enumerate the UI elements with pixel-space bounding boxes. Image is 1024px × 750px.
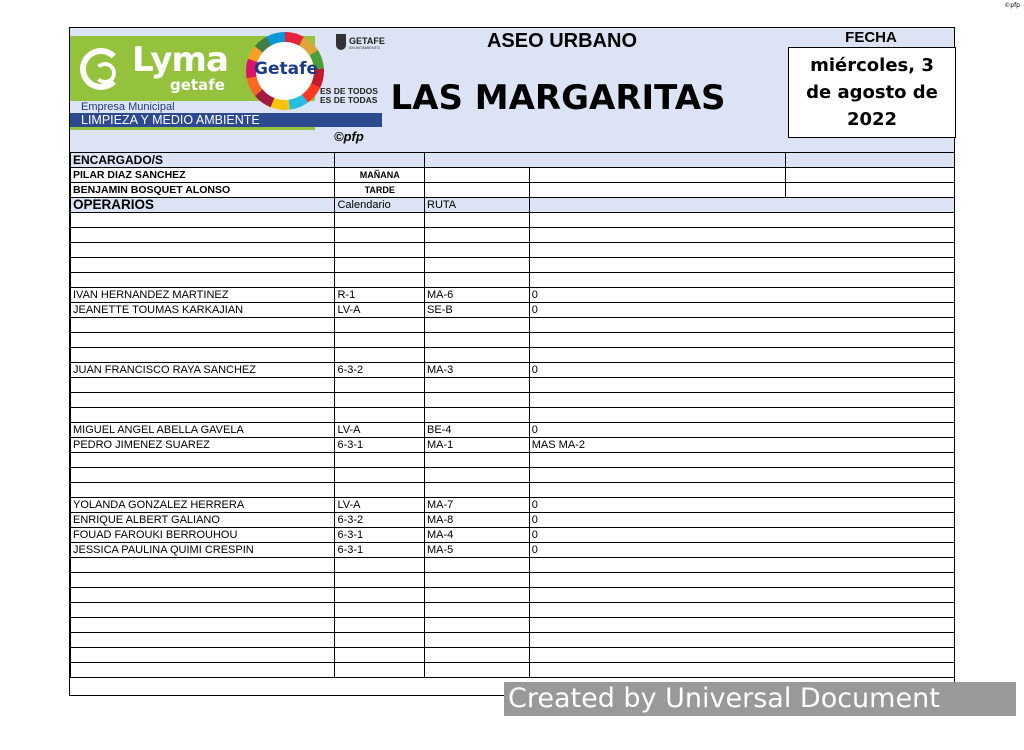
zone-title: LAS MARGARITAS (390, 78, 726, 118)
escudo-title: GETAFE (349, 36, 385, 46)
operario-observacion (529, 588, 954, 603)
operario-name (71, 633, 335, 648)
operario-name (71, 213, 335, 228)
operario-calendario (335, 228, 425, 243)
operario-observacion (529, 273, 954, 288)
operario-row (71, 348, 955, 363)
operario-row (71, 603, 955, 618)
operario-calendario: LV-A (335, 498, 425, 513)
operario-ruta: MA-5 (425, 543, 530, 558)
operario-row (71, 318, 955, 333)
operario-observacion (529, 468, 954, 483)
operario-ruta (425, 468, 530, 483)
operario-ruta (425, 648, 530, 663)
operario-calendario (335, 558, 425, 573)
encargado-name: BENJAMIN BOSQUET ALONSO (71, 183, 335, 198)
operario-name (71, 618, 335, 633)
operario-observacion (529, 243, 954, 258)
operario-row (71, 468, 955, 483)
operario-observacion (529, 408, 954, 423)
copyright-label: ©pfp (334, 129, 364, 144)
operario-ruta (425, 258, 530, 273)
operario-observacion: MAS MA-2 (529, 438, 954, 453)
limpieza-banner: LIMPIEZA Y MEDIO AMBIENTE (70, 113, 382, 127)
operario-row (71, 513, 955, 528)
empresa-label: Empresa Municipal (70, 101, 315, 114)
operario-calendario: 6-3-1 (335, 528, 425, 543)
operario-row (71, 288, 955, 303)
operario-name (71, 663, 335, 678)
operario-name (71, 558, 335, 573)
operario-ruta: MA-3 (425, 363, 530, 378)
operario-observacion (529, 333, 954, 348)
operario-observacion: 0 (529, 303, 954, 318)
operario-name: JUAN FRANCISCO RAYA SANCHEZ (71, 363, 335, 378)
operario-observacion (529, 348, 954, 363)
operario-observacion (529, 558, 954, 573)
getafe-wordmark: Getafe (253, 59, 318, 79)
operario-ruta (425, 453, 530, 468)
operario-row (71, 588, 955, 603)
operario-row (71, 483, 955, 498)
operario-name: ENRIQUE ALBERT GALIANO (71, 513, 335, 528)
operario-name (71, 393, 335, 408)
operario-observacion (529, 483, 954, 498)
operario-ruta (425, 663, 530, 678)
slogan-line-2: ES DE TODAS (320, 95, 378, 105)
operario-row (71, 633, 955, 648)
operario-name (71, 483, 335, 498)
operario-row (71, 243, 955, 258)
operario-ruta (425, 633, 530, 648)
escudo-subtitle: AYUNTAMIENTO (349, 45, 381, 50)
operario-calendario (335, 333, 425, 348)
operario-name: IVAN HERNANDEZ MARTINEZ (71, 288, 335, 303)
converter-watermark: Created by Universal Document Converter (504, 682, 1016, 716)
operario-observacion (529, 648, 954, 663)
encargado-turno: TARDE (335, 183, 425, 198)
operario-row (71, 258, 955, 273)
operario-observacion: 0 (529, 498, 954, 513)
operario-calendario (335, 408, 425, 423)
operario-ruta (425, 618, 530, 633)
operario-calendario (335, 603, 425, 618)
operario-calendario (335, 618, 425, 633)
operario-ruta: MA-4 (425, 528, 530, 543)
schedule-table (70, 152, 955, 678)
operario-ruta (425, 213, 530, 228)
operario-observacion (529, 633, 954, 648)
operario-name: MIGUEL ANGEL ABELLA GAVELA (71, 423, 335, 438)
operario-row (71, 273, 955, 288)
operario-row (71, 528, 955, 543)
operario-ruta (425, 348, 530, 363)
lyma-subword: getafe (170, 76, 225, 94)
operario-name: FOUAD FAROUKI BERROUHOU (71, 528, 335, 543)
operario-ruta (425, 588, 530, 603)
encargado-turno: MAÑANA (335, 168, 425, 183)
operario-observacion (529, 618, 954, 633)
operario-observacion (529, 603, 954, 618)
operario-row (71, 363, 955, 378)
operario-ruta: MA-8 (425, 513, 530, 528)
operario-name: YOLANDA GONZALEZ HERRERA (71, 498, 335, 513)
operario-row (71, 498, 955, 513)
operario-name (71, 228, 335, 243)
operario-calendario (335, 633, 425, 648)
encargado-row (71, 183, 955, 198)
operario-ruta: SE-B (425, 303, 530, 318)
fecha-label: FECHA (845, 29, 897, 46)
operario-observacion: 0 (529, 363, 954, 378)
operario-calendario: LV-A (335, 423, 425, 438)
operario-ruta (425, 408, 530, 423)
operario-row (71, 408, 955, 423)
operario-ruta (425, 228, 530, 243)
operario-ruta (425, 378, 530, 393)
operario-row (71, 453, 955, 468)
operario-name (71, 573, 335, 588)
operario-ruta: MA-6 (425, 288, 530, 303)
operario-observacion (529, 393, 954, 408)
operario-ruta (425, 393, 530, 408)
operario-row (71, 378, 955, 393)
lyma-swirl-icon (80, 48, 122, 90)
operario-name: JESSICA PAULINA QUIMI CRESPIN (71, 543, 335, 558)
operario-ruta (425, 333, 530, 348)
operario-row (71, 648, 955, 663)
operario-ruta: MA-7 (425, 498, 530, 513)
schedule-sheet (69, 27, 955, 696)
fecha-value: miércoles, 3 de agosto de 2022 (788, 47, 956, 138)
corner-copyright-mark: ©pfp (1004, 2, 1020, 9)
operario-row (71, 303, 955, 318)
operario-calendario (335, 483, 425, 498)
department-title: ASEO URBANO (486, 30, 637, 52)
operario-calendario (335, 468, 425, 483)
operario-name (71, 348, 335, 363)
operario-calendario (335, 393, 425, 408)
operario-calendario (335, 213, 425, 228)
operario-row (71, 393, 955, 408)
operario-name: PEDRO JIMENEZ SUAREZ (71, 438, 335, 453)
operario-name: JEANETTE TOUMAS KARKAJIAN (71, 303, 335, 318)
operario-observacion: 0 (529, 288, 954, 303)
operario-row (71, 663, 955, 678)
operario-name (71, 378, 335, 393)
operario-observacion (529, 213, 954, 228)
operarios-title: OPERARIOS (71, 198, 335, 213)
operario-observacion (529, 318, 954, 333)
operario-name (71, 588, 335, 603)
operario-observacion (529, 258, 954, 273)
operario-observacion (529, 378, 954, 393)
operario-calendario: R-1 (335, 288, 425, 303)
operario-row (71, 543, 955, 558)
operario-calendario (335, 378, 425, 393)
calendario-header: Calendario (335, 198, 425, 213)
operario-calendario (335, 258, 425, 273)
operario-calendario (335, 663, 425, 678)
operario-observacion: 0 (529, 423, 954, 438)
operario-ruta: BE-4 (425, 423, 530, 438)
operario-name (71, 648, 335, 663)
operario-row (71, 558, 955, 573)
operario-ruta (425, 243, 530, 258)
operario-name (71, 603, 335, 618)
lyma-wordmark: Lyma (132, 40, 228, 80)
operario-row (71, 618, 955, 633)
operario-observacion (529, 228, 954, 243)
operario-row (71, 333, 955, 348)
operario-name (71, 273, 335, 288)
operario-observacion (529, 453, 954, 468)
operario-ruta (425, 603, 530, 618)
operario-row (71, 573, 955, 588)
operario-ruta (425, 558, 530, 573)
operario-name (71, 468, 335, 483)
encargado-name: PILAR DIAZ SANCHEZ (71, 168, 335, 183)
operario-ruta: MA-1 (425, 438, 530, 453)
ruta-header: RUTA (425, 198, 530, 213)
operario-observacion: 0 (529, 528, 954, 543)
operario-calendario: 6-3-1 (335, 543, 425, 558)
operario-calendario: 6-3-2 (335, 513, 425, 528)
operario-calendario: 6-3-1 (335, 438, 425, 453)
operario-calendario (335, 273, 425, 288)
operario-ruta (425, 483, 530, 498)
sheet-header (70, 28, 954, 152)
operario-calendario (335, 453, 425, 468)
operario-observacion (529, 663, 954, 678)
operario-row (71, 213, 955, 228)
operario-name (71, 243, 335, 258)
operario-ruta (425, 318, 530, 333)
operario-calendario (335, 318, 425, 333)
operario-calendario (335, 573, 425, 588)
operario-observacion: 0 (529, 513, 954, 528)
operario-name (71, 318, 335, 333)
operarios-header-row (71, 198, 955, 213)
operario-calendario (335, 243, 425, 258)
operario-ruta (425, 273, 530, 288)
slogan-line-1: ES DE TODOS (320, 86, 378, 96)
operario-calendario: 6-3-2 (335, 363, 425, 378)
encargados-header-row (71, 153, 955, 168)
encargado-row (71, 168, 955, 183)
encargados-title: ENCARGADO/S (71, 153, 335, 168)
operario-observacion (529, 573, 954, 588)
operario-ruta (425, 573, 530, 588)
getafe-shield-icon (336, 34, 346, 50)
operario-name (71, 333, 335, 348)
operario-name (71, 453, 335, 468)
operario-row (71, 228, 955, 243)
operario-calendario (335, 648, 425, 663)
operario-calendario: LV-A (335, 303, 425, 318)
operario-name (71, 258, 335, 273)
operario-row (71, 438, 955, 453)
operario-row (71, 423, 955, 438)
operario-calendario (335, 348, 425, 363)
operario-name (71, 408, 335, 423)
operario-calendario (335, 588, 425, 603)
operario-observacion: 0 (529, 543, 954, 558)
